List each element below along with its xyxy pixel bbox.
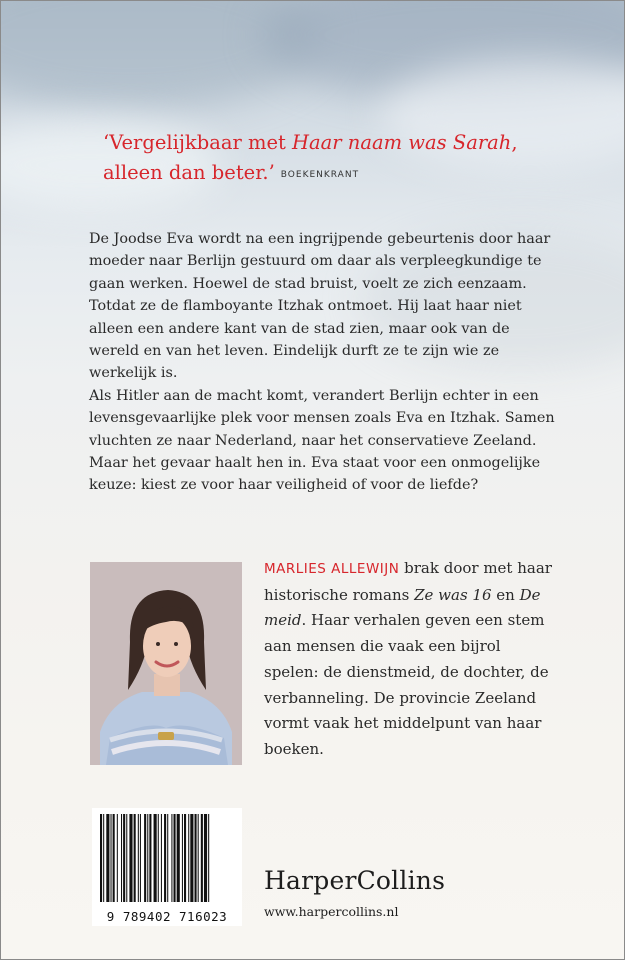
barcode-bar	[140, 814, 141, 902]
isbn-number: 9 789402 716023	[106, 909, 228, 924]
barcode-bar	[161, 814, 162, 902]
barcode-bar	[147, 814, 148, 902]
barcode-bar	[111, 814, 112, 902]
barcode-bar	[100, 814, 102, 902]
author-name: MARLIES ALLEWIJN	[264, 561, 400, 577]
barcode-bar	[126, 814, 127, 902]
bio-text-2: en	[491, 585, 520, 604]
barcode-bar	[167, 814, 168, 902]
barcode-bar	[144, 814, 146, 902]
barcode-bar	[174, 814, 176, 902]
publisher-logo: HarperCollins	[264, 866, 446, 895]
barcode-bar	[208, 814, 209, 902]
barcode-bars	[92, 808, 242, 908]
bio-book-2: De meid	[264, 585, 541, 630]
barcode-bar	[195, 814, 197, 902]
book-blurb	[89, 228, 559, 497]
barcode-bar	[103, 814, 104, 902]
author-bio	[264, 556, 554, 763]
barcode-bar	[177, 814, 180, 902]
barcode-bar	[149, 814, 151, 902]
barcode-bar	[184, 814, 186, 902]
blurb-paragraph-2: Als Hitler aan de macht komt, verandert Berlijn echter in een levensgevaarlijke plek voor mensen zoals Eva en Itzhak. Samen vluchten ze naar Nederland, naar het conservatieve Zeeland. Maar het gevaar haalt hen in. Eva staat voor een onmogelijke keuze: kiest ze voor haar veiligheid of voor de liefde?	[89, 387, 555, 494]
barcode-bar	[129, 814, 132, 902]
barcode-bar	[204, 814, 207, 902]
bio-book-1: Ze was 16	[414, 585, 492, 604]
author-photo	[90, 562, 242, 765]
bio-text-1: brak door met haar historische romans	[264, 559, 552, 604]
barcode-bar	[198, 814, 199, 902]
quote-text-1: ‘Vergelijkbaar met	[103, 131, 293, 154]
barcode-bar	[117, 814, 118, 902]
author-portrait-illustration	[90, 562, 242, 765]
blurb-paragraph-1: De Joodse Eva wordt na een ingrijpende gebeurtenis door haar moeder naar Berlijn gestuurd om daar als verpleegkundige te gaan werken. Hoewel de stad bruist, voelt ze zich eenzaam. Totdat ze de flamboyante Itzhak ontmoet. Hij laat haar niet alleen een andere kant van de stad zien, maar ook van de wereld en van het leven. Eindelijk durft ze te zijn wie ze werkelijk is.	[89, 231, 551, 382]
barcode-bar	[106, 814, 109, 902]
quote-book-title: Haar naam was Sarah	[292, 131, 512, 154]
barcode-bar	[113, 814, 115, 902]
review-quote	[103, 128, 523, 190]
barcode-bar	[171, 814, 172, 902]
barcode-bar	[164, 814, 166, 902]
bio-text-3: . Haar verhalen geven een stem aan mensen die vaak een bijrol spelen: de dienstmeid, de dochter, de verbanneling. De provincie Zeeland vormt vaak het middelpunt van haar boeken.	[264, 611, 549, 758]
barcode-bar	[188, 814, 189, 902]
barcode-bar	[134, 814, 136, 902]
barcode-bar	[121, 814, 122, 902]
barcode-bar	[201, 814, 203, 902]
barcode-bar	[190, 814, 193, 902]
barcode-bar	[123, 814, 125, 902]
quote-source: BOEKENKRANT	[280, 170, 360, 180]
barcode-bar	[154, 814, 157, 902]
publisher-website: www.harpercollins.nl	[264, 904, 399, 919]
barcode-bar	[138, 814, 139, 902]
barcode-bar	[182, 814, 183, 902]
quote-text-2: , alleen dan beter.’	[103, 131, 518, 184]
barcode-bar	[158, 814, 159, 902]
